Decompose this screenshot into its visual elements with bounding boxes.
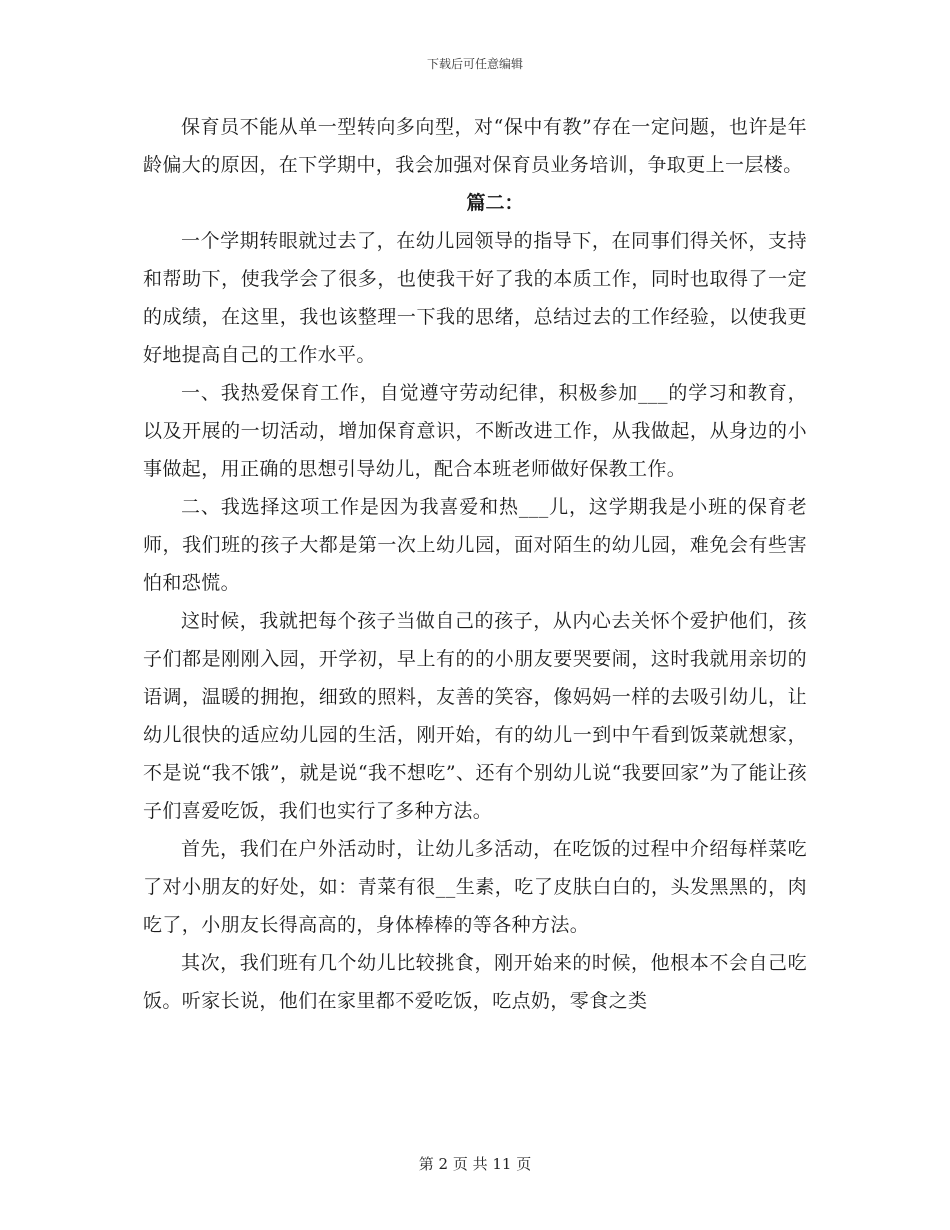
paragraph: 一个学期转眼就过去了，在幼儿园领导的指导下，在同事们得关怀，支持和帮助下，使我学会了很多，也使我干好了我的本质工作，同时也取得了一定的成绩，在这里，我也该整理一下我的思绪，总结过去的工作经验，以使我更好地提高自己的工作水平。 <box>143 230 807 366</box>
paragraph: 一、我热爱保育工作，自觉遵守劳动纪律，积极参加___的学习和教育，以及开展的一切活动，增加保育意识，不断改进工作，从我做起，从身边的小事做起，用正确的思想引导幼儿，配合本班老师做好保教工作。 <box>143 382 807 480</box>
section-title: 篇二： <box>466 192 524 214</box>
paragraph: 二、我选择这项工作是因为我喜爱和热___儿，这学期我是小班的保育老师，我们班的孩子大都是第一次上幼儿园，面对陌生的幼儿园，难免会有些害怕和恐慌。 <box>143 496 807 594</box>
document-body <box>143 108 807 1020</box>
paragraph: 保育员不能从单一型转向多向型，对“保中有教”存在一定问题，也许是年龄偏大的原因，在下学期中，我会加强对保育员业务培训，争取更上一层楼。 <box>143 116 807 176</box>
paragraph: 首先，我们在户外活动时，让幼儿多活动，在吃饭的过程中介绍每样菜吃了对小朋友的好处，如：青菜有很__生素，吃了皮肤白白的，头发黑黑的，肉吃了，小朋友长得高高的，身体棒棒的等各种方法。 <box>143 838 807 936</box>
page-header: 下载后可任意编辑 <box>426 57 523 71</box>
page-footer: 第 2 页 共 11 页 <box>418 1155 532 1173</box>
paragraph: 这时候，我就把每个孩子当做自己的孩子，从内心去关怀个爱护他们，孩子们都是刚刚入园，开学初，早上有的的小朋友要哭要闹，这时我就用亲切的语调，温暖的拥抱，细致的照料，友善的笑容，像妈妈一样的去吸引幼儿，让幼儿很快的适应幼儿园的生活，刚开始，有的幼儿一到中午看到饭菜就想家，不是说“我不饿”，就是说“我不想吃”、还有个别幼儿说“我要回家”为了能让孩子们喜爱吃饭，我们也实行了多种方法。 <box>143 610 807 822</box>
paragraph: 其次，我们班有几个幼儿比较挑食，刚开始来的时候，他根本不会自己吃饭。听家长说，他们在家里都不爱吃饭，吃点奶，零食之类 <box>143 952 807 1012</box>
